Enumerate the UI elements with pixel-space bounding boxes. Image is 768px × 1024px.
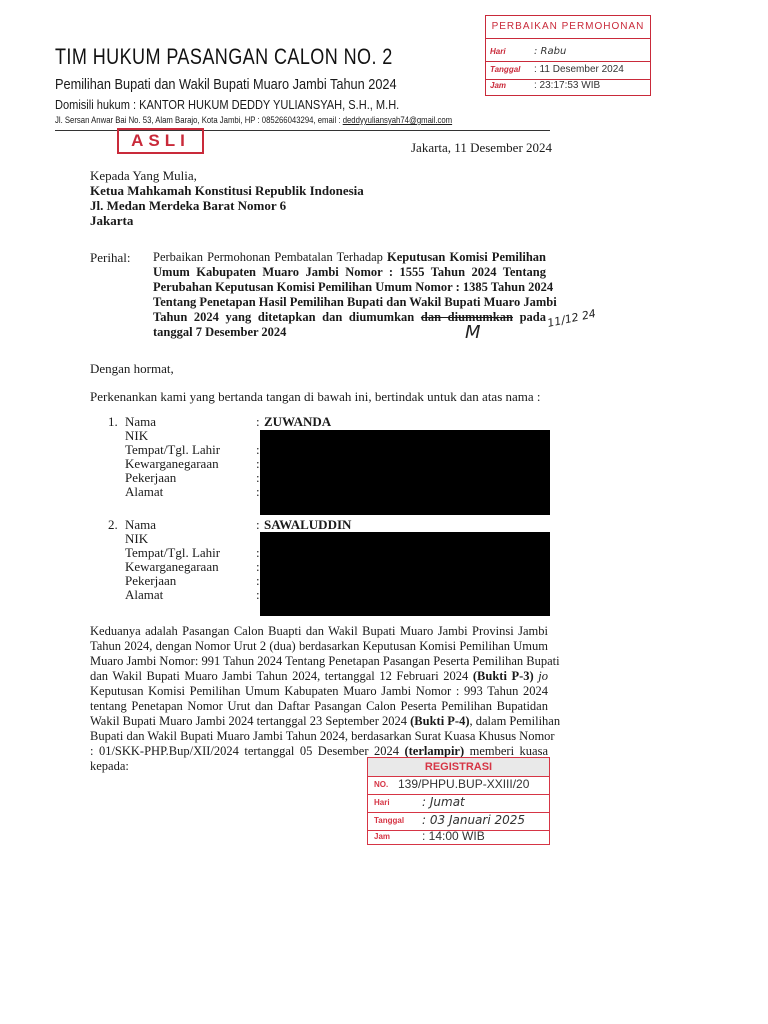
paragraph-line: kepada: <box>90 759 129 773</box>
perbaikan-stamp-header: PERBAIKAN PERMOHONAN <box>486 16 650 39</box>
paragraph-line: Keduanya adalah Pasangan Calon Buapti dan Wakil Bupati Muaro Jambi Provinsi Jambi <box>90 624 548 638</box>
person-colon: : <box>256 559 260 574</box>
paragraph-line <box>90 669 548 684</box>
perbaikan-row-tanggal <box>486 63 650 80</box>
perbaikan-label: Hari <box>490 47 506 56</box>
person-colon: : <box>256 484 260 499</box>
registrasi-label: Tanggal <box>374 816 405 825</box>
paragraph-text: : 01/SKK-PHP.Bup/XII/2024 tertanggal 05 Desember 2024 <box>90 744 405 758</box>
perihal-line-5 <box>153 310 546 325</box>
perbaikan-value: : Rabu <box>534 46 567 57</box>
paragraph-text: Wakil Bupati Muaro Jambi 2024 tertanggal 23 September 2024 <box>90 714 411 728</box>
person-colon: : <box>256 414 260 429</box>
person-colon: : <box>256 573 260 588</box>
person-field-label: Nama <box>125 517 157 532</box>
paragraph-text: (Bukti P-3) <box>472 669 534 683</box>
registrasi-value: 139/PHPU.BUP-XXIII/20 <box>398 777 530 791</box>
person-colon: : <box>256 442 260 457</box>
person-field-label: Kewarganegaraan <box>125 456 219 471</box>
perihal-line-3: Perubahan Keputusan Komisi Pemilihan Umum Nomor : 1385 Tahun 2024 <box>153 280 554 294</box>
perbaikan-label: Jam <box>490 81 507 90</box>
redaction-block-2 <box>260 532 550 616</box>
registrasi-stamp <box>367 757 550 845</box>
perihal-label: Perihal: <box>90 250 131 265</box>
paragraph-text: (Bukti P-4) <box>410 714 470 728</box>
person-field-label: Tempat/Tgl. Lahir <box>125 442 221 457</box>
paragraph-text: jo <box>533 669 548 683</box>
redaction-block-1 <box>260 430 550 515</box>
person-field-label: Alamat <box>125 484 164 499</box>
letterhead-address <box>55 115 452 125</box>
email-link[interactable]: deddyyuliansyah74@gmail.com <box>342 115 453 125</box>
recipient-city: Jakarta <box>90 213 134 228</box>
registrasi-stamp-header: REGISTRASI <box>368 758 549 777</box>
paragraph-line: Keputusan Komisi Pemilihan Umum Kabupaten Muaro Jambi Nomor : 993 Tahun 2024 <box>90 684 548 698</box>
person-2-name: SAWALUDDIN <box>264 517 352 532</box>
letterhead-domisili: Domisili hukum : KANTOR HUKUM DEDDY YULIANSYAH, S.H., M.H. <box>55 97 400 112</box>
person-field-label: Kewarganegaraan <box>125 559 219 574</box>
registrasi-value: : 14:00 WIB <box>422 829 485 843</box>
letterhead-subtitle: Pemilihan Bupati dan Wakil Bupati Muaro Jambi Tahun 2024 <box>55 76 397 93</box>
person-field-label: Pekerjaan <box>125 470 177 485</box>
handwritten-date: 11/12 24 <box>546 307 598 330</box>
person-1-name: ZUWANDA <box>264 414 332 429</box>
person-2-number: 2. <box>108 517 118 532</box>
handwritten-initial: M <box>465 322 481 343</box>
person-field-label: Tempat/Tgl. Lahir <box>125 545 221 560</box>
person-colon: : <box>256 470 260 485</box>
recipient-street: Jl. Medan Merdeka Barat Nomor 6 <box>90 198 287 213</box>
asli-stamp: ASLI <box>117 128 204 154</box>
person-colon: : <box>256 587 260 602</box>
letterhead-title: TIM HUKUM PASANGAN CALON NO. 2 <box>55 44 393 69</box>
registrasi-row-hari <box>368 795 549 813</box>
date-line: Jakarta, 11 Desember 2024 <box>411 140 553 155</box>
person-field-label: NIK <box>125 531 149 546</box>
registrasi-row-no <box>368 777 549 795</box>
perihal-strikethrough: dan diumumkan <box>420 310 513 324</box>
paragraph-text: , dalam Pemilihan <box>469 714 561 728</box>
registrasi-value: : 03 Januari 2025 <box>422 813 526 827</box>
perbaikan-stamp <box>485 15 651 96</box>
intro-text: Perkenankan kami yang bertanda tangan di bawah ini, bertindak untuk dan atas nama : <box>90 389 541 404</box>
paragraph-text: memberi kuasa <box>464 744 549 758</box>
registrasi-label: Jam <box>374 832 391 841</box>
paragraph-line: Tahun 2024, dengan Nomor Urut 2 (dua) berdasarkan Keputusan Komisi Pemilihan Umum <box>90 639 548 653</box>
registrasi-row-jam <box>368 829 549 846</box>
perihal-line-1 <box>153 250 546 265</box>
perihal-text: Perbaikan Permohonan Pembatalan Terhadap <box>153 250 388 264</box>
paragraph-text: (terlampir) <box>404 744 465 758</box>
perbaikan-row-hari <box>486 45 650 62</box>
greeting: Dengan hormat, <box>90 361 174 376</box>
recipient-name: Ketua Mahkamah Konstitusi Republik Indonesia <box>90 183 364 198</box>
person-field-label: NIK <box>125 428 149 443</box>
person-field-label: Pekerjaan <box>125 573 177 588</box>
person-colon: : <box>256 517 260 532</box>
perbaikan-value: : 11 Desember 2024 <box>534 64 624 75</box>
perihal-text: Keputusan Komisi Pemilihan <box>387 250 546 264</box>
registrasi-label: Hari <box>374 798 390 807</box>
paragraph-line: Bupati dan Wakil Bupati Muaro Jambi Tahun 2024, berdasarkan Surat Kuasa Khusus Nomor <box>90 729 555 743</box>
address-text: Jl. Sersan Anwar Bai No. 53, Alam Barajo, Kota Jambi, HP : 085266043294, email : <box>55 115 343 125</box>
perihal-text: Tahun 2024 yang ditetapkan dan diumumkan <box>153 310 421 324</box>
paragraph-text: dan Wakil Bupati Muaro Jambi Tahun 2024, tertanggal 12 Februari 2024 <box>90 669 473 683</box>
paragraph-line: tentang Penetapan Nomor Urut dan Daftar Pasangan Calon Peserta Pemilihan Bupatidan <box>90 699 548 713</box>
person-field-label: Alamat <box>125 587 164 602</box>
person-colon: : <box>256 545 260 560</box>
paragraph-line <box>90 714 561 729</box>
perbaikan-row-jam <box>486 79 650 95</box>
perbaikan-label: Tanggal <box>490 65 521 74</box>
person-colon: : <box>256 456 260 471</box>
perihal-line-2: Umum Kabupaten Muaro Jambi Nomor : 1555 Tahun 2024 Tentang <box>153 265 546 279</box>
registrasi-label: NO. <box>374 780 389 789</box>
paragraph-line: Muaro Jambi Nomor: 991 Tahun 2024 Tentang Penetapan Pasangan Peserta Pemilihan Bupati <box>90 654 560 668</box>
registrasi-value: : Jumat <box>422 795 465 809</box>
perihal-line-6: tanggal 7 Desember 2024 <box>153 325 287 339</box>
perbaikan-value: : 23:17:53 WIB <box>534 80 601 91</box>
perihal-text: pada <box>512 310 546 324</box>
person-field-label: Nama <box>125 414 157 429</box>
person-1-number: 1. <box>108 414 118 429</box>
recipient-salutation: Kepada Yang Mulia, <box>90 168 197 183</box>
perihal-line-4: Tentang Penetapan Hasil Pemilihan Bupati dan Wakil Bupati Muaro Jambi <box>153 295 557 309</box>
